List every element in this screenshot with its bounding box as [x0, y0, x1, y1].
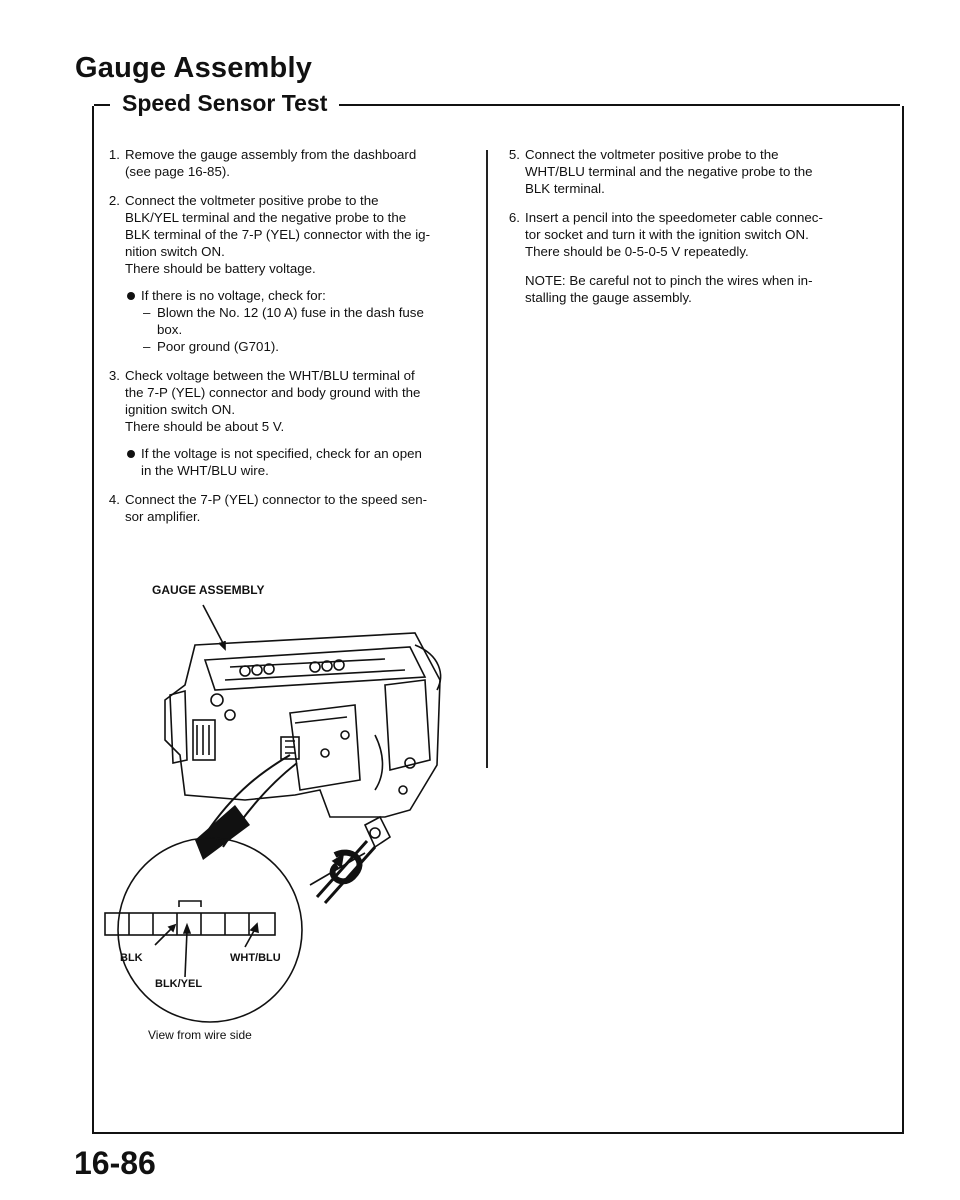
- step-text: BLK/YEL terminal and the negative probe to the: [125, 210, 407, 225]
- step-text: (see page 16-85).: [125, 164, 230, 179]
- step-text: Insert a pencil into the speedometer cable connec-: [525, 210, 823, 225]
- note-text: NOTE: Be careful not to pinch the wires when in-: [525, 273, 813, 288]
- left-column: [110, 146, 460, 537]
- step-3-bullet: [125, 445, 460, 479]
- step-2: [110, 192, 460, 355]
- step-number: 2.: [108, 193, 120, 208]
- gauge-assembly-illustration: [85, 585, 475, 1065]
- column-divider: [486, 150, 488, 768]
- step-text: Remove the gauge assembly from the dashboard: [125, 147, 417, 162]
- step-text: BLK terminal.: [525, 181, 605, 196]
- step-text: There should be battery voltage.: [125, 261, 316, 276]
- step-text: ignition switch ON.: [125, 402, 236, 417]
- section-title: Speed Sensor Test: [120, 90, 339, 117]
- figure-label: GAUGE ASSEMBLY: [152, 583, 265, 597]
- sub-text: Poor ground (G701).: [157, 339, 279, 354]
- step-text: Check voltage between the WHT/BLU terminal of: [125, 368, 415, 383]
- step-text: There should be 0-5-0-5 V repeatedly.: [525, 244, 749, 259]
- page-title: Gauge Assembly: [75, 52, 313, 84]
- bullet-text: If the voltage is not specified, check for an open: [141, 446, 422, 461]
- dash-icon: –: [143, 305, 151, 320]
- figure-caption: View from wire side: [148, 1028, 252, 1042]
- note-text: stalling the gauge assembly.: [525, 290, 692, 305]
- step-6: [510, 209, 885, 260]
- step-2-bullet: [125, 287, 460, 355]
- dash-icon: –: [143, 339, 151, 354]
- note: [510, 272, 885, 306]
- step-text: Connect the 7-P (YEL) connector to the speed sen-: [125, 492, 428, 507]
- right-column: [510, 146, 885, 306]
- bullet-text: in the WHT/BLU wire.: [141, 463, 269, 478]
- bullet-text: If there is no voltage, check for:: [141, 288, 326, 303]
- step-number: 5.: [508, 147, 520, 162]
- section-rule-left: [94, 104, 110, 106]
- step-number: 4.: [108, 492, 120, 507]
- step-text: sor amplifier.: [125, 509, 201, 524]
- step-5: [510, 146, 885, 197]
- sub-item: [141, 338, 460, 355]
- step-text: There should be about 5 V.: [125, 419, 285, 434]
- bullet-icon: [127, 292, 135, 300]
- sub-item: [141, 304, 460, 338]
- pin-label-wht-blu: WHT/BLU: [230, 952, 281, 964]
- step-text: the 7-P (YEL) connector and body ground with the: [125, 385, 421, 400]
- step-3: [110, 367, 460, 479]
- step-number: 3.: [108, 368, 120, 383]
- step-text: tor socket and turn it with the ignition switch ON.: [525, 227, 809, 242]
- step-number: 1.: [108, 147, 120, 162]
- step-text: BLK terminal of the 7-P (YEL) connector with the ig-: [125, 227, 430, 242]
- step-text: nition switch ON.: [125, 244, 225, 259]
- step-4: [110, 491, 460, 525]
- bullet-icon: [127, 450, 135, 458]
- step-text: WHT/BLU terminal and the negative probe to the: [525, 164, 813, 179]
- sub-text: Blown the No. 12 (10 A) fuse in the dash fuse: [157, 305, 424, 320]
- pin-label-blk: BLK: [120, 952, 143, 964]
- step-text: Connect the voltmeter positive probe to the: [525, 147, 779, 162]
- step-number: 6.: [508, 210, 520, 225]
- step-text: Connect the voltmeter positive probe to the: [125, 193, 379, 208]
- section-rule: [290, 104, 900, 106]
- pin-label-blk-yel: BLK/YEL: [155, 978, 203, 990]
- page-number: 16-86: [74, 1145, 156, 1181]
- sub-text: box.: [157, 322, 183, 337]
- step-1: [110, 146, 460, 180]
